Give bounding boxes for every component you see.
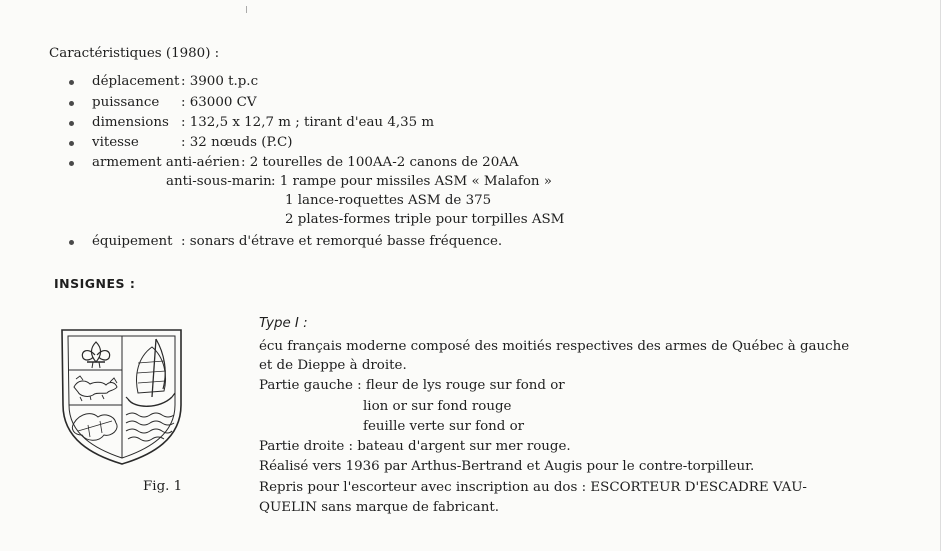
specs-title: Caractéristiques (1980) :	[49, 46, 220, 61]
spec-label-asm: anti-sous-marin	[166, 174, 272, 189]
bullet-icon	[69, 101, 74, 106]
scan-speck	[246, 6, 247, 13]
insignes-line-8: Repris pour l'escorteur avec inscription au dos : ESCORTEUR D'ESCADRE VAU-	[259, 480, 807, 495]
spec-value-vitesse: : 32 nœuds (P.C)	[181, 135, 293, 150]
spec-value-dimensions: : 132,5 x 12,7 m ; tirant d'eau 4,35 m	[181, 115, 435, 130]
spec-value-asm-2: 1 lance-roquettes ASM de 375	[285, 193, 492, 208]
figure-caption: Fig. 1	[143, 479, 183, 494]
insignes-line-4: lion or sur fond rouge	[363, 399, 512, 414]
insignes-line-3: Partie gauche : fleur de lys rouge sur fond or	[259, 378, 565, 393]
bullet-icon	[69, 240, 74, 245]
insignes-line-2: et de Dieppe à droite.	[259, 358, 407, 373]
spec-label-puissance: puissance	[92, 95, 160, 110]
spec-value-asm-3: 2 plates-formes triple pour torpilles ASM	[285, 212, 565, 227]
spec-label-vitesse: vitesse	[92, 135, 139, 150]
spec-value-deplacement: : 3900 t.p.c	[181, 74, 259, 89]
spec-label-equipement: équipement	[92, 234, 173, 249]
insignes-line-5: feuille verte sur fond or	[363, 419, 525, 434]
insignes-line-1: écu français moderne composé des moitiés respectives des armes de Québec à gauche	[259, 339, 850, 354]
bullet-icon	[69, 80, 74, 85]
insignes-line-6: Partie droite : bateau d'argent sur mer rouge.	[259, 439, 571, 454]
type-label: Type I :	[259, 316, 308, 331]
spec-value-equipement: : sonars d'étrave et remorqué basse fréquence.	[181, 234, 503, 249]
spec-label-deplacement: déplacement	[92, 74, 180, 89]
spec-label-dimensions: dimensions	[92, 115, 169, 130]
bullet-icon	[69, 141, 74, 146]
spec-value-asm-1: : 1 rampe pour missiles ASM « Malafon »	[271, 174, 552, 189]
coat-of-arms-icon	[60, 327, 184, 467]
spec-value-armement: : 2 tourelles de 100AA-2 canons de 20AA	[241, 155, 519, 170]
spec-label-armement: armement anti-aérien	[92, 155, 240, 170]
insignes-line-9: QUELIN sans marque de fabricant.	[259, 500, 499, 515]
spec-value-puissance: : 63000 CV	[181, 95, 257, 110]
insignes-line-7: Réalisé vers 1936 par Arthus-Bertrand et Augis pour le contre-torpilleur.	[259, 459, 755, 474]
insignes-heading: INSIGNES :	[54, 276, 136, 291]
bullet-icon	[69, 161, 74, 166]
bullet-icon	[69, 121, 74, 126]
